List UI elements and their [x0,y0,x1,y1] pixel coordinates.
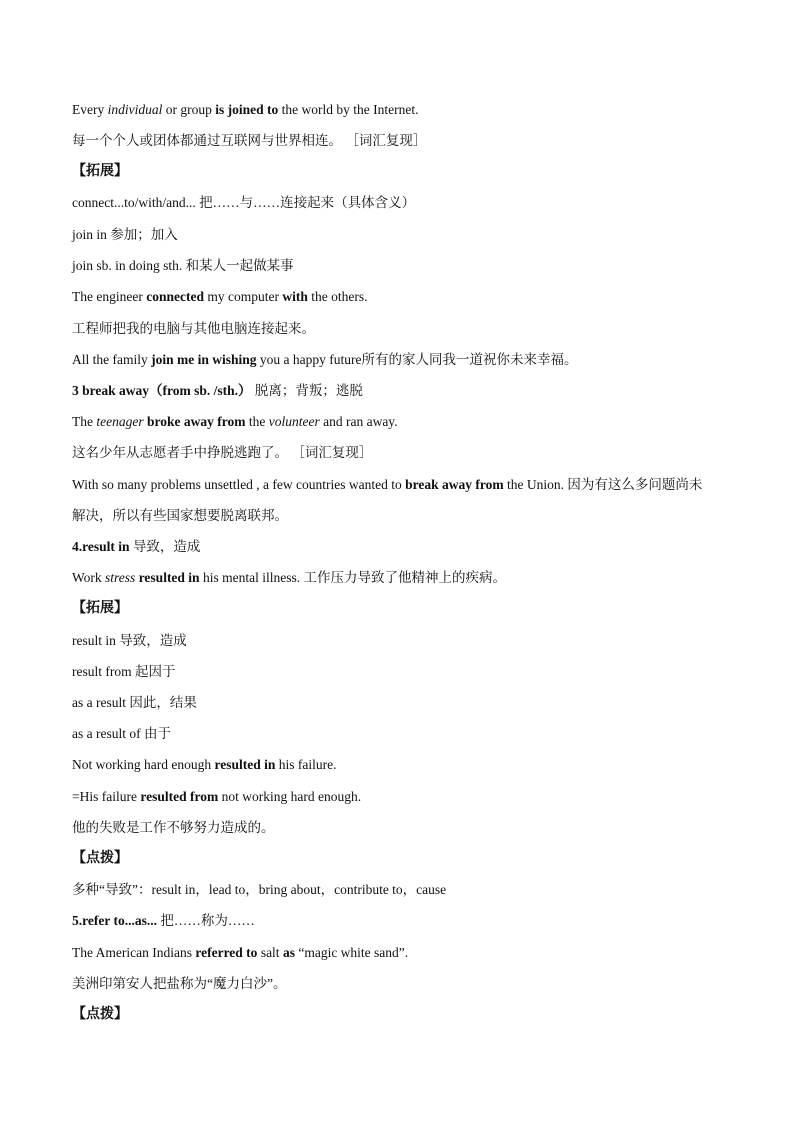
italic-word: stress [105,570,136,585]
entry-title: 3 break away（from sb. /sth.） [72,383,252,398]
phrase-entry: result in 导致，造成 [72,633,187,648]
italic-word: individual [107,102,163,117]
text-run: salt [257,945,283,960]
phrase-entry: result from 起因于 [72,664,176,679]
example-sentence [72,288,367,306]
example-sentence [72,351,577,369]
entry-title: 4.result in [72,539,130,554]
translation-run: 所有的家人同我一道祝你未来幸福。 [361,352,578,367]
text-run: my computer [203,289,283,304]
example-sentence [72,476,702,494]
key-phrase: join me in wishing [151,352,257,367]
phrase-entry: 多种“导致”：result in，lead to，bring about，contribute to，cause [72,882,447,897]
entry-heading-5 [72,912,255,930]
section-heading-extension: 【拓展】 [72,164,128,179]
phrase-entry: join sb. in doing sth. 和某人一起做某事 [72,258,294,273]
text-run: All the family [72,352,152,367]
section-heading-tips: 【点拨】 [72,1007,128,1022]
translation-line: 解决，所以有些国家想要脱离联邦。 [72,508,288,523]
text-run: you a happy future [256,352,362,367]
key-phrase: resulted in [214,757,276,772]
section-heading-tips: 【点拨】 [72,851,128,866]
text-run: The engineer [72,289,147,304]
phrase-entry: connect...to/with/and... 把……与……连接起来（具体含义） [72,195,416,210]
entry-title: 5.refer to...as... [72,913,157,928]
section-heading-extension: 【拓展】 [72,601,128,616]
text-run: his failure. [275,757,337,772]
key-phrase: is joined to [215,102,279,117]
text-run: The [72,414,97,429]
text-run: the others. [307,289,368,304]
text-run: the Union. 因为有这么多问题尚未 [503,477,703,492]
text-run: his mental illness. 工作压力导致了他精神上的疾病。 [199,570,506,585]
text-run: the world by the Internet. [278,102,419,117]
text-run: The American Indians [72,945,196,960]
text-run: the [245,414,269,429]
key-phrase: resulted from [140,789,219,804]
entry-meaning: 导致，造成 [129,539,201,554]
example-sentence [72,569,506,587]
entry-heading-3 [72,382,363,400]
key-phrase: with [282,289,308,304]
text-run: or group [162,102,216,117]
text-run: With so many problems unsettled , a few countries wanted to [72,477,406,492]
example-sentence [72,756,336,774]
text-run: Work [72,570,106,585]
example-sentence [72,413,398,431]
text-run: “magic white sand”. [294,945,409,960]
entry-meaning: 脱离；背叛；逃脱 [251,383,363,398]
text-run: Every [72,102,108,117]
key-phrase: referred to [195,945,258,960]
translation-line: 这名少年从志愿者手中挣脱逃跑了。 ［词汇复现］ [72,445,373,460]
key-phrase: connected [146,289,204,304]
phrase-entry: as a result 因此，结果 [72,695,197,710]
text-run: Not working hard enough [72,757,215,772]
example-sentence [72,944,408,962]
key-phrase: broke away from [146,414,246,429]
translation-line: 工程师把我的电脑与其他电脑连接起来。 [72,321,315,336]
translation-line: 美洲印第安人把盐称为“魔力白沙”。 [72,976,287,991]
text-run: not working hard enough. [218,789,362,804]
key-phrase: as [282,945,295,960]
translation-line: 每一个个人或团体都通过互联网与世界相连。 ［词汇复现］ [72,133,427,148]
key-phrase: resulted in [138,570,200,585]
entry-heading-4 [72,538,200,556]
example-sentence [72,101,418,119]
translation-line: 他的失败是工作不够努力造成的。 [72,820,275,835]
text-run: =His failure [72,789,141,804]
phrase-entry: as a result of 由于 [72,726,171,741]
key-phrase: break away from [405,477,504,492]
italic-word: volunteer [268,414,320,429]
phrase-entry: join in 参加；加入 [72,227,178,242]
italic-word: teenager [96,414,144,429]
entry-meaning: 把……称为…… [156,913,255,928]
example-sentence [72,788,361,806]
text-run: and ran away. [319,414,398,429]
